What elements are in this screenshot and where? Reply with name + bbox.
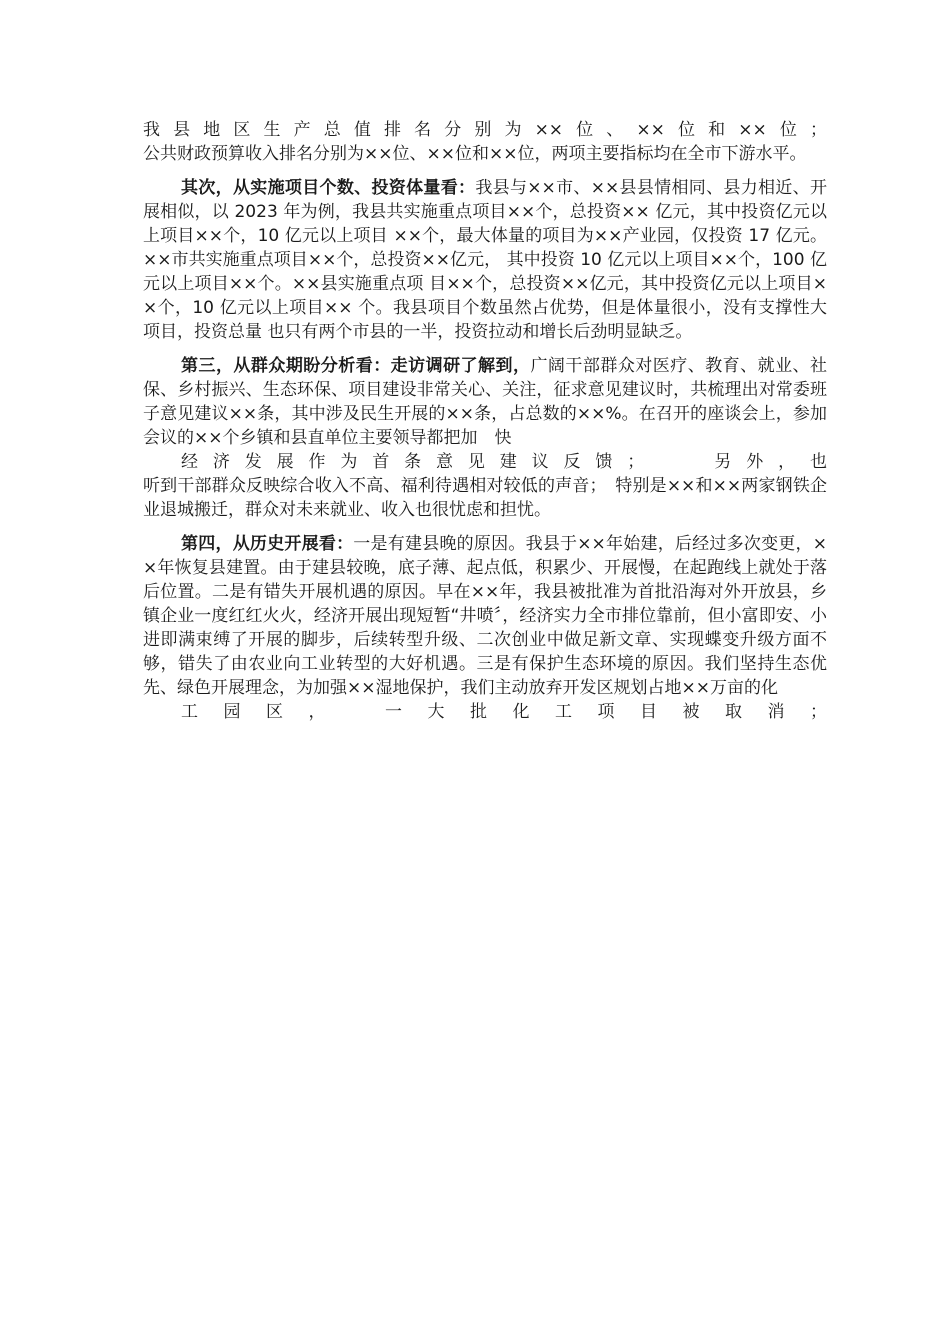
paragraph-ranking-first-line: 我县地区生产总值排名分别为××位、××位和××位；	[143, 120, 827, 140]
paragraph-projects-heading: 其次，从实施项目个数、投资体量看：	[181, 178, 476, 198]
paragraph-history-heading: 第四，从历史开展看：	[181, 534, 354, 554]
paragraph-ranking-text: 公共财政预算收入排名分别为××位、××位和××位，两项主要指标均在全市下游水平。	[143, 144, 807, 164]
paragraph-history-text: 一是有建县晚的原因。我县于××年始建，后经过多次变更，××年恢复县建置。由于建县较晚，底子薄、起点低，积累少、开展慢，在起跑线上就处于落后位置。二是有错失开展机遇的原因。早在××年，我县被批准为首批沿海对外开放县，乡镇企业一度红红火火，经济开展出现短暂“井喷〞，经济实力全市排位靠前，但小富即安、小进即满束缚了开展的脚步，后续转型升级、二次创业中做足新文章、实现蝶变升级方面不够，错失了由农业向工业转型的大好机遇。三是有保护生态环境的原因。我们坚持生态优先、绿色开展理念，为加强××湿地保护，我们主动放弃开发区规划占地××万亩的化	[143, 534, 827, 698]
paragraph-history-spread-line: 工园区， 一大批化工项目被取消；	[181, 702, 827, 722]
paragraph-history	[143, 532, 827, 724]
paragraph-public-expectation-text: 广阔干部群众对医疗、教育、就业、社保、乡村振兴、生态环保、项目建设非常关心、关注，征求意见建议时，共梳理出对常委班子意见建议××条，其中涉及民生开展的××条，占总数的××%。在召开的座谈会上，参加会议的××个乡镇和县直单位主要领导都把加 快	[143, 356, 828, 448]
paragraph-projects-text: 我县与××市、××县县情相同、县力相近、开展相似，以 2023 年为例，我县共实施重点项目××个，总投资×× 亿元，其中投资亿元以上项目××个，10 亿元以上项目 ××个，最大体量的项目为××产业园，仅投资 17 亿元。××市共实施重点项目××个，总投资××亿元， 其中投资 10 亿元以上项目××个，100 亿元以上项目××个。××县实施重点项 目××个，总投资××亿元，其中投资亿元以上项目××个，10 亿元以上项目×× 个。我县项目个数虽然占优势，但是体量很小，没有支撑性大项目，投资总量 也只有两个市县的一半，投资拉动和增长后劲明显缺乏。	[143, 178, 828, 342]
paragraph-public-expectation-heading: 第三，从群众期盼分析看：走访调研了解到，	[181, 356, 531, 376]
paragraph-public-expectation	[143, 354, 827, 522]
paragraph-projects	[143, 176, 827, 344]
paragraph-public-expectation-text-continued: 听到干部群众反映综合收入不高、福利待遇相对较低的声音； 特别是××和××两家钢铁企业退城搬迁，群众对未来就业、收入也很忧虑和担忧。	[143, 476, 827, 520]
document-body	[143, 118, 827, 734]
paragraph-ranking	[143, 118, 827, 166]
paragraph-public-expectation-spread-line: 经济发展作为首条意见建议反馈； 另外，也	[181, 452, 827, 472]
